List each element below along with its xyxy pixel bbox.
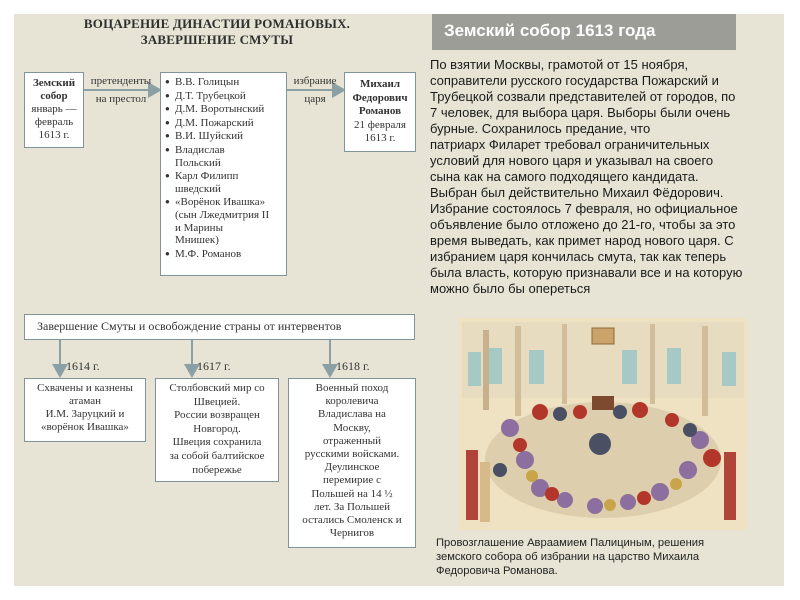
event-line: отраженный bbox=[322, 434, 382, 447]
body-text-line: условий для нового царя и указывал на своего bbox=[430, 153, 714, 168]
mikhail-box-line: Федорович bbox=[352, 91, 408, 104]
pretender-name-line: (сын Лжедмитрия II bbox=[175, 208, 270, 221]
sobor-box-line: собор bbox=[40, 90, 68, 102]
event-line: побережье bbox=[192, 463, 242, 476]
pretender-name-line: Польский bbox=[175, 156, 221, 169]
body-text-line: Трубецкой созвали представителей от городов, по bbox=[430, 89, 736, 104]
body-text-line: соправители русского государства Пожарский и bbox=[430, 73, 719, 88]
caption-line: земского собора об избрании на царство Михаила bbox=[436, 551, 700, 563]
mikhail-box-line: Михаил bbox=[359, 78, 401, 90]
pretender-name-line: «Ворёнок Ивашка» bbox=[175, 196, 266, 209]
event-line: Новгород. bbox=[193, 422, 241, 435]
event-line: Деулинское bbox=[324, 461, 380, 474]
sobor-box-line: Земский bbox=[32, 77, 76, 89]
pretender-name-line: В.В. Голицын bbox=[175, 76, 240, 88]
bullet-icon: ● bbox=[165, 131, 170, 141]
event-line: Военный поход bbox=[315, 382, 389, 394]
body-text-line: можно было бы опереться bbox=[430, 281, 591, 296]
event-line: «ворёнок Ивашка» bbox=[41, 421, 129, 433]
event-line: русскими войсками. bbox=[304, 448, 400, 461]
sobor-box-line: январь — bbox=[31, 103, 77, 115]
body-text-line: 7 человек, для выбора царя. Выборы были очень bbox=[430, 105, 731, 120]
pretender-name-line: Д.М. Воротынский bbox=[175, 103, 265, 116]
pretender-name-line: М.Ф. Романов bbox=[175, 247, 242, 260]
mikhail-box-line: 1613 г. bbox=[364, 132, 396, 145]
end-of-smuta-title-text: Завершение Смуты и освобождение страны от интервентов bbox=[37, 319, 342, 333]
bullet-icon: ● bbox=[165, 248, 170, 258]
pretender-name-line: Д.Т. Трубецкой bbox=[175, 89, 246, 102]
bullet-icon: ● bbox=[165, 144, 170, 154]
event-line: перемирие с bbox=[323, 474, 381, 487]
arrow-label-line: на престол bbox=[95, 93, 147, 105]
pretender-name-line: Мнишек) bbox=[175, 234, 219, 247]
mikhail-box-line: 21 февраля bbox=[354, 118, 406, 131]
caption-line: Федоровича Романова. bbox=[436, 565, 558, 577]
body-text-line: объявление было отложено до 21-го, чтобы за это bbox=[430, 217, 736, 232]
bullet-icon: ● bbox=[165, 197, 170, 207]
event-line: Швеция сохранила bbox=[172, 436, 262, 449]
event-line: Польшей на 14 ½ bbox=[311, 487, 393, 500]
event-line: Владислава на bbox=[318, 408, 386, 421]
event-line: И.М. Заруцкий и bbox=[45, 408, 125, 420]
section-header-text: Земский собор 1613 года bbox=[444, 21, 656, 40]
event-line: Столбовский мир со bbox=[169, 382, 265, 394]
body-text-line: По взятии Москвы, грамотой от 15 ноября, bbox=[430, 57, 689, 72]
mikhail-box-line: Романов bbox=[358, 105, 402, 118]
year-label-1614: 1614 г. bbox=[66, 359, 100, 373]
pretender-name-line: шведский bbox=[175, 182, 221, 195]
bullet-icon: ● bbox=[165, 117, 170, 127]
event-line: остались Смоленск и bbox=[302, 514, 402, 527]
year-label-1617: 1617 г. bbox=[197, 359, 231, 373]
event-line: лет. За Польшей bbox=[313, 500, 391, 513]
image-caption bbox=[436, 536, 776, 578]
arrow-label-line: претенденты bbox=[90, 75, 152, 87]
body-text-line: избранием царя кончилась смута, так как теперь bbox=[430, 249, 727, 264]
diagram-title-line1: ВОЦАРЕНИЕ ДИНАСТИИ РОМАНОВЫХ. bbox=[83, 16, 351, 31]
event-line: России возвращен bbox=[174, 409, 260, 422]
body-text-line: была власть, которую признавали все и на которую bbox=[430, 265, 743, 280]
pretender-name-line: и Марины bbox=[175, 221, 223, 234]
bullet-icon: ● bbox=[165, 90, 170, 100]
body-text-line: Выбран был действительно Михаил Фёдорович. bbox=[430, 185, 724, 200]
bullet-icon: ● bbox=[165, 104, 170, 114]
sobor-box-line: 1613 г. bbox=[38, 129, 70, 141]
body-text-line: бурные. Сохранилось предание, что bbox=[430, 121, 651, 136]
pretender-name-line: Карл Филипп bbox=[175, 170, 239, 183]
arrow-label-line: царя bbox=[304, 93, 326, 105]
body-text-line: сына как на самого подходящего кандидата. bbox=[430, 169, 699, 184]
pretender-name-line: Д.М. Пожарский bbox=[175, 116, 254, 129]
pretender-name-line: Владислав bbox=[175, 143, 225, 156]
event-line: Швецией. bbox=[193, 395, 241, 408]
sobor-box-line: февраль bbox=[34, 116, 74, 128]
body-text-line: Избрание состоялось 7 февраля, но официальное bbox=[430, 201, 738, 216]
event-line: атаман bbox=[68, 395, 102, 407]
bullet-icon: ● bbox=[165, 77, 170, 86]
event-line: за собой балтийское bbox=[169, 449, 265, 462]
caption-line: Провозглашение Авраамием Палициным, решения bbox=[436, 537, 705, 549]
bullet-icon: ● bbox=[165, 171, 170, 181]
body-text-line: время выведать, как примет народ нового царя. С bbox=[430, 233, 734, 248]
event-line: Москву, bbox=[333, 421, 371, 434]
arrow-label-line: избрание bbox=[293, 75, 337, 87]
event-line: Схвачены и казнены bbox=[37, 382, 133, 394]
event-line: Чернигов bbox=[329, 527, 375, 540]
event-line: королевича bbox=[325, 395, 379, 408]
year-label-1618: 1618 г. bbox=[336, 359, 370, 373]
body-text-line: патриарх Филарет требовал ограничительных bbox=[430, 137, 710, 152]
pretender-name-line: В.И. Шуйский bbox=[175, 130, 244, 143]
diagram-title-line2: ЗАВЕРШЕНИЕ СМУТЫ bbox=[140, 32, 294, 47]
